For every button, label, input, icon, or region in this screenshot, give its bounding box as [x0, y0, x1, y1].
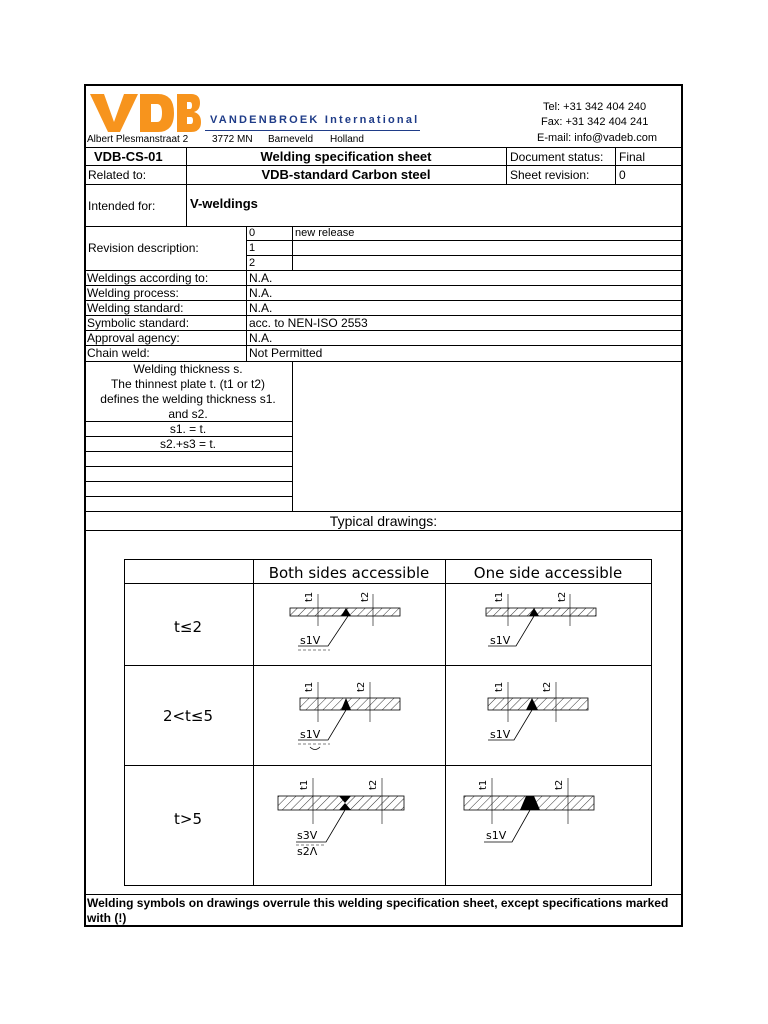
document-code: VDB-CS-01: [94, 149, 163, 164]
thickness-text: Welding thickness s.: [133, 362, 243, 376]
weld-symbol: s1V: [300, 634, 321, 647]
spec-label: Welding standard:: [87, 301, 184, 315]
rule: [292, 226, 293, 270]
rule: [292, 361, 293, 511]
related-label: Related to:: [88, 168, 147, 182]
tel-line: Tel: +31 342 404 240: [543, 101, 647, 113]
footer-note: Welding symbols on drawings overrule this welding specification sheet, except specifications marked with (!): [87, 896, 669, 925]
related-value: VDB-standard Carbon steel: [261, 167, 431, 182]
spec-value: N.A.: [249, 286, 273, 300]
address-city: Barneveld: [268, 134, 314, 145]
spec-value: N.A.: [249, 331, 273, 345]
thickness-formula: s2.+s3 = t.: [159, 437, 217, 451]
company-name: VANDENBROEK International: [210, 114, 420, 126]
rule: [506, 147, 507, 184]
revision-number: 1: [249, 242, 256, 254]
revision-value: 0: [619, 168, 626, 182]
rule: [84, 451, 292, 452]
spec-label: Symbolic standard:: [87, 316, 190, 330]
t1-label: t1: [494, 681, 505, 692]
column-header-one-side: One side accessible: [473, 564, 623, 582]
column-header-both-sides: Both sides accessible: [268, 564, 430, 582]
t2-label: t2: [360, 591, 371, 602]
t1-label: t1: [304, 681, 315, 692]
intended-value: V-weldings: [190, 196, 258, 211]
weld-symbol: s1V: [490, 634, 511, 647]
address-postcode: 3772 MN: [212, 134, 253, 145]
thickness-text: and s2.: [168, 407, 208, 421]
rule: [84, 496, 292, 497]
weld-symbol: s1V: [490, 728, 511, 741]
weld-symbol: s1V: [300, 728, 321, 741]
t2-label: t2: [368, 779, 379, 790]
t1-label: t1: [299, 779, 310, 790]
rule: [615, 147, 616, 184]
weld-symbol-secondary: s2Λ: [297, 845, 318, 858]
rule: [246, 240, 683, 241]
rule: [84, 345, 683, 346]
spec-value: N.A.: [249, 271, 273, 285]
t2-label: t2: [542, 681, 553, 692]
spec-value: acc. to NEN-ISO 2553: [249, 316, 368, 330]
document-title: Welding specification sheet: [260, 149, 432, 164]
rule: [84, 184, 683, 185]
weld-symbol: s1V: [486, 829, 507, 842]
rule: [84, 165, 683, 166]
rule: [84, 530, 683, 531]
rule: [84, 511, 683, 512]
weld-symbol: s3V: [297, 829, 318, 842]
thickness-text: defines the welding thickness s1.: [100, 392, 276, 406]
thickness-text: The thinnest plate t. (t1 or t2): [110, 377, 266, 391]
t1-label: t1: [478, 779, 489, 790]
rule: [246, 226, 247, 361]
spec-value: N.A.: [249, 301, 273, 315]
t2-label: t2: [356, 681, 367, 692]
company-underline: [205, 130, 420, 131]
t2-label: t2: [557, 591, 568, 602]
spec-value: Not Permitted: [249, 346, 323, 360]
thickness-formula: s1. = t.: [169, 422, 207, 436]
revision-label: Sheet revision:: [510, 168, 590, 182]
status-label: Document status:: [510, 150, 604, 164]
revision-number: 2: [249, 257, 256, 269]
spec-label: Chain weld:: [87, 346, 150, 360]
drawings-heading: Typical drawings:: [329, 513, 438, 529]
revision-description-label: Revision description:: [88, 241, 199, 255]
rule: [84, 226, 683, 227]
rule: [84, 466, 292, 467]
intended-label: Intended for:: [88, 199, 156, 213]
rule: [84, 894, 683, 895]
vdb-logo: [88, 92, 203, 134]
t2-label: t2: [554, 779, 565, 790]
email-line: E-mail: info@vadeb.com: [537, 132, 657, 144]
fax-line: Fax: +31 342 404 241: [541, 116, 649, 128]
spec-label: Approval agency:: [87, 331, 180, 345]
t1-label: t1: [304, 591, 315, 602]
rule: [246, 255, 683, 256]
status-value: Final: [619, 150, 646, 164]
address-street: Albert Plesmanstraat 2: [87, 134, 189, 145]
weld-drawings: [120, 556, 656, 890]
rule: [84, 147, 683, 148]
rule: [84, 481, 292, 482]
t1-label: t1: [494, 591, 505, 602]
address-country: Holland: [330, 134, 364, 145]
condition-label: 2<t≤5: [162, 707, 214, 725]
spec-label: Weldings according to:: [87, 271, 209, 285]
revision-desc: new release: [295, 227, 355, 239]
condition-label: t≤2: [174, 618, 202, 636]
condition-label: t>5: [174, 810, 202, 828]
revision-number: 0: [249, 227, 256, 239]
spec-label: Welding process:: [87, 286, 179, 300]
